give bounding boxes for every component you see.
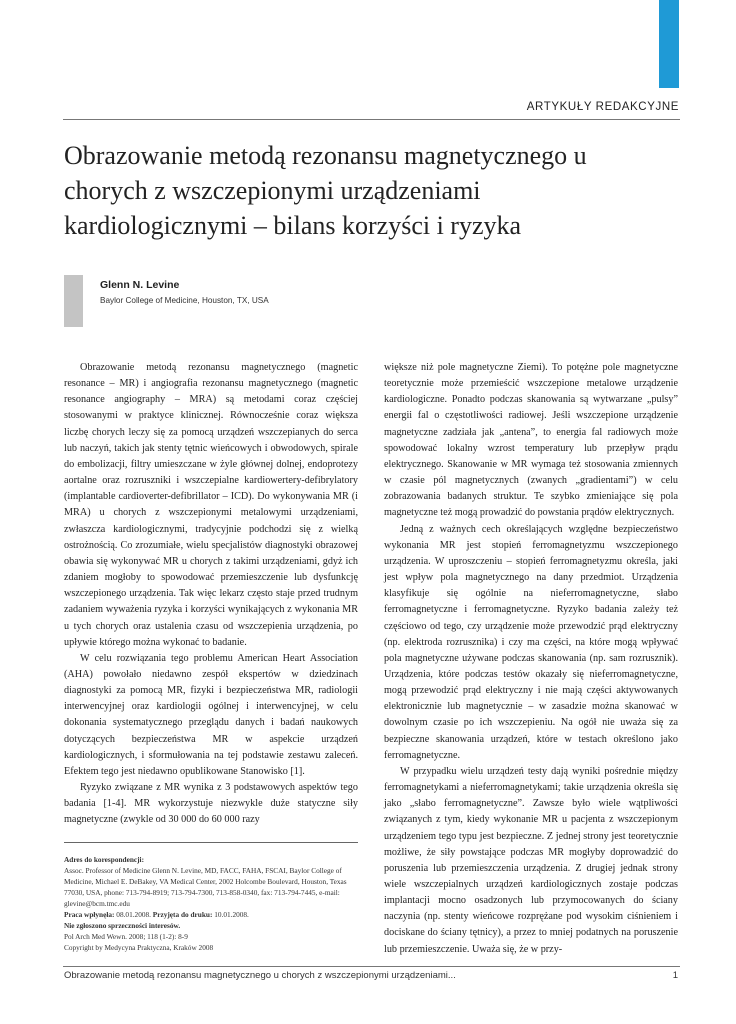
running-title: Obrazowanie metodą rezonansu magnetycznego u chorych z wszczepionymi urządzeniami...	[64, 970, 456, 981]
accent-bar	[659, 0, 679, 88]
author-marker	[64, 275, 83, 327]
citation: Pol Arch Med Wewn. 2008; 118 (1-2): 8-9	[64, 932, 188, 941]
correspondence-address: Assoc. Professor of Medicine Glenn N. Levine, MD, FACC, FAHA, FSCAI, Baylor College of Medicine, Michael E. DeBakey, VA Medical Center, 2002 Holcombe Boulevard, Houston, Texas 77030, USA, phone: 713-794-8919; 713-794-7300, 713-858-0340, fax: 713-794-7445, e-mail: glevine@bcm.tmc.edu	[64, 866, 347, 908]
conflict-statement: Nie zgłoszono sprzeczności interesów.	[64, 921, 181, 930]
section-label: ARTYKUŁY REDAKCYJNE	[526, 101, 679, 113]
paragraph: Obrazowanie metodą rezonansu magnetycznego (magnetic resonance – MR) i angiografia rezonansu magnetycznego (magnetic resonance angiography – MRA) są metodami coraz częściej stosowanymi w praktyce klinicznej. Równocześnie coraz większa liczbę chorych leczy się za pomocą urządzeń wszczepianych do serca lub naczyń, takich jak stenty tętnic wieńcowych i obwodowych, spirale do embolizacji, filtry umieszczane w żyle głównej dolnej, endoprotezy aortalne oraz rozruszniki i wszczepialne kardiowertery-defibrylatory (implantable cardioverter-defibrillator – ICD). Do wykonywania MR (i MRA) u chorych z wszczepionymi metalowymi urządzeniami, zwłaszcza kardiologicznymi, tradycyjnie podchodzi się z wielką ostrożnością. Co zrozumiałe, wielu specjalistów diagnostyki obrazowej obawia się wykonywać MR u chorych z takimi urządzeniami, gdyż ich zdaniem mogłoby to spowodować przemieszczenie lub dysfunkcję wszczepionego urządzenia. Tak więc lekarz często staje przed trudnym zadaniem wyważenia ryzyka i korzyści wynikających z wykonania MR u tych chorych oraz ustalenia czasu od wszczepienia urządzenia, po upływie którego można wykonać to badanie.	[64, 362, 358, 648]
paragraph: większe niż pole magnetyczne Ziemi). To potężne pole magnetyczne teoretycznie może przemieścić wszczepione metalowe urządzenie kardiologiczne. Ponadto podczas skanowania są wytwarzane „pulsy” energii fal o częstotliwości radiowej. Jeśli wszczepione urządzenie magnetyczne zadziała jak „antena”, to energia fal radiowych może spowodować lokalny wzrost temperatury lub przepływ prądu elektrycznego. Skanowanie w MR wymaga też stosowania zmiennych w czasie pól magnetycznych (zwanych „gradientami”) w celu zobrazowania badanych struktur. Te szybko zmieniające się pola magnetyczne też mogą prowadzić do powstania prądów elektrycznych.	[384, 362, 678, 519]
copyright: Copyright by Medycyna Praktyczna, Kraków 2008	[64, 943, 214, 952]
paragraph: W przypadku wielu urządzeń testy dają wyniki pośrednie między ferromagnetykami a nieferromagnetykami; takie urządzenia określa się jako „słabo ferromagnetyczne”. Zawsze było wiele wątpliwości związanych z tym, kiedy wykonanie MR u pacjenta z wszczepionym urządzeniem tego typu jest bezpieczne. Z jednej strony jest teoretycznie możliwe, że siły powstające podczas MR mogłyby doprowadzić do poruszenia lub przemieszczenia urządzenia. Z drugiej jednak strony wiele wszczepialnych urządzeń kardiologicznych zostaje podczas implantacji mocno osadzonych lub przymocowanych do ściany naczynia (np. stenty wieńcowe rozprężane pod wysokim ciśnieniem i dociskane do ściany tętnicy), a przez to mniej podatnych na poruszenie lub przemieszczenie. Uważa się, że w przy-	[384, 765, 678, 955]
paragraph: W celu rozwiązania tego problemu American Heart Association (AHA) powołało niedawno zespół ekspertów w dziedzinach diagnostyki za pomocą MR, fizyki i bezpieczeństwa MR, radiologii interwencyjnej oraz kardiologii ogólnej i interwencyjnej, w celu dokonania systematycznego przeglądu danych i badań naukowych dotyczących bezpieczeństwa MR w aspekcie urządzeń kardiologicznych, i sformułowania na tej podstawie zestawu zaleceń. Efektem tego jest niedawno opublikowane Stanowisko [1].	[64, 652, 358, 777]
author-name: Glenn N. Levine	[100, 279, 180, 291]
received-label: Praca wpłynęła:	[64, 910, 115, 919]
page-number: 1	[672, 970, 678, 981]
paragraph: Ryzyko związane z MR wynika z 3 podstawowych aspektów tego badania [1-4]. MR wykorzystuje niezwykle duże statyczne siły magnetyczne (zwykle od 30 000 do 60 000 razy	[64, 782, 358, 826]
article-title: Obrazowanie metodą rezonansu magnetycznego u chorych z wszczepionymi urządzeniami kardiologicznymi – bilans korzyści i ryzyka	[64, 141, 587, 240]
dates-line	[64, 909, 358, 920]
body-column-left	[64, 360, 358, 829]
body-column-right	[384, 360, 678, 958]
paragraph: Jedną z ważnych cech określających względne bezpieczeństwo wykonania MR jest stopień ferromagnetyzmu wszczepionego urządzenia. W uproszczeniu – stopień ferromagnetyzmu określa, jaki jest wpływ pola magnetycznego na dany przedmiot. Urządzenia klasyfikuje się ogólnie na nieferromagnetyczne, słabo ferromagnetyczne i ferromagnetyczne. Ryzyko badania zależy też częściowo od tego, czy urządzenie może przewodzić prąd elektryczny (np. elektroda rozrusznika) i czy ma części, na które mogą wpływać pola magnetyczne używane podczas skanowania (np. sam rozrusznik). Urządzenia, które podczas testów okazały się nieferromagnetyczne, mogą przewodzić prąd elektryczny i nie mają części aktywowanych elektronicznie lub magnetycznie – w zasadzie można skanować w dowolnym czasie po ich wszczepieniu. Na ogół nie uważa się za bezpieczne skanowania urządzeń, które w testach określono jako ferromagnetyczne.	[384, 523, 678, 761]
received-date: 08.01.2008.	[116, 910, 151, 919]
correspondence-heading: Adres do korespondencji:	[64, 855, 145, 864]
author-affiliation: Baylor College of Medicine, Houston, TX, USA	[100, 296, 269, 305]
correspondence-box	[64, 842, 358, 953]
accepted-label: Przyjęta do druku:	[152, 910, 213, 919]
accepted-date: 10.01.2008.	[214, 910, 249, 919]
header-rule	[63, 119, 680, 120]
footer-rule	[63, 966, 680, 967]
